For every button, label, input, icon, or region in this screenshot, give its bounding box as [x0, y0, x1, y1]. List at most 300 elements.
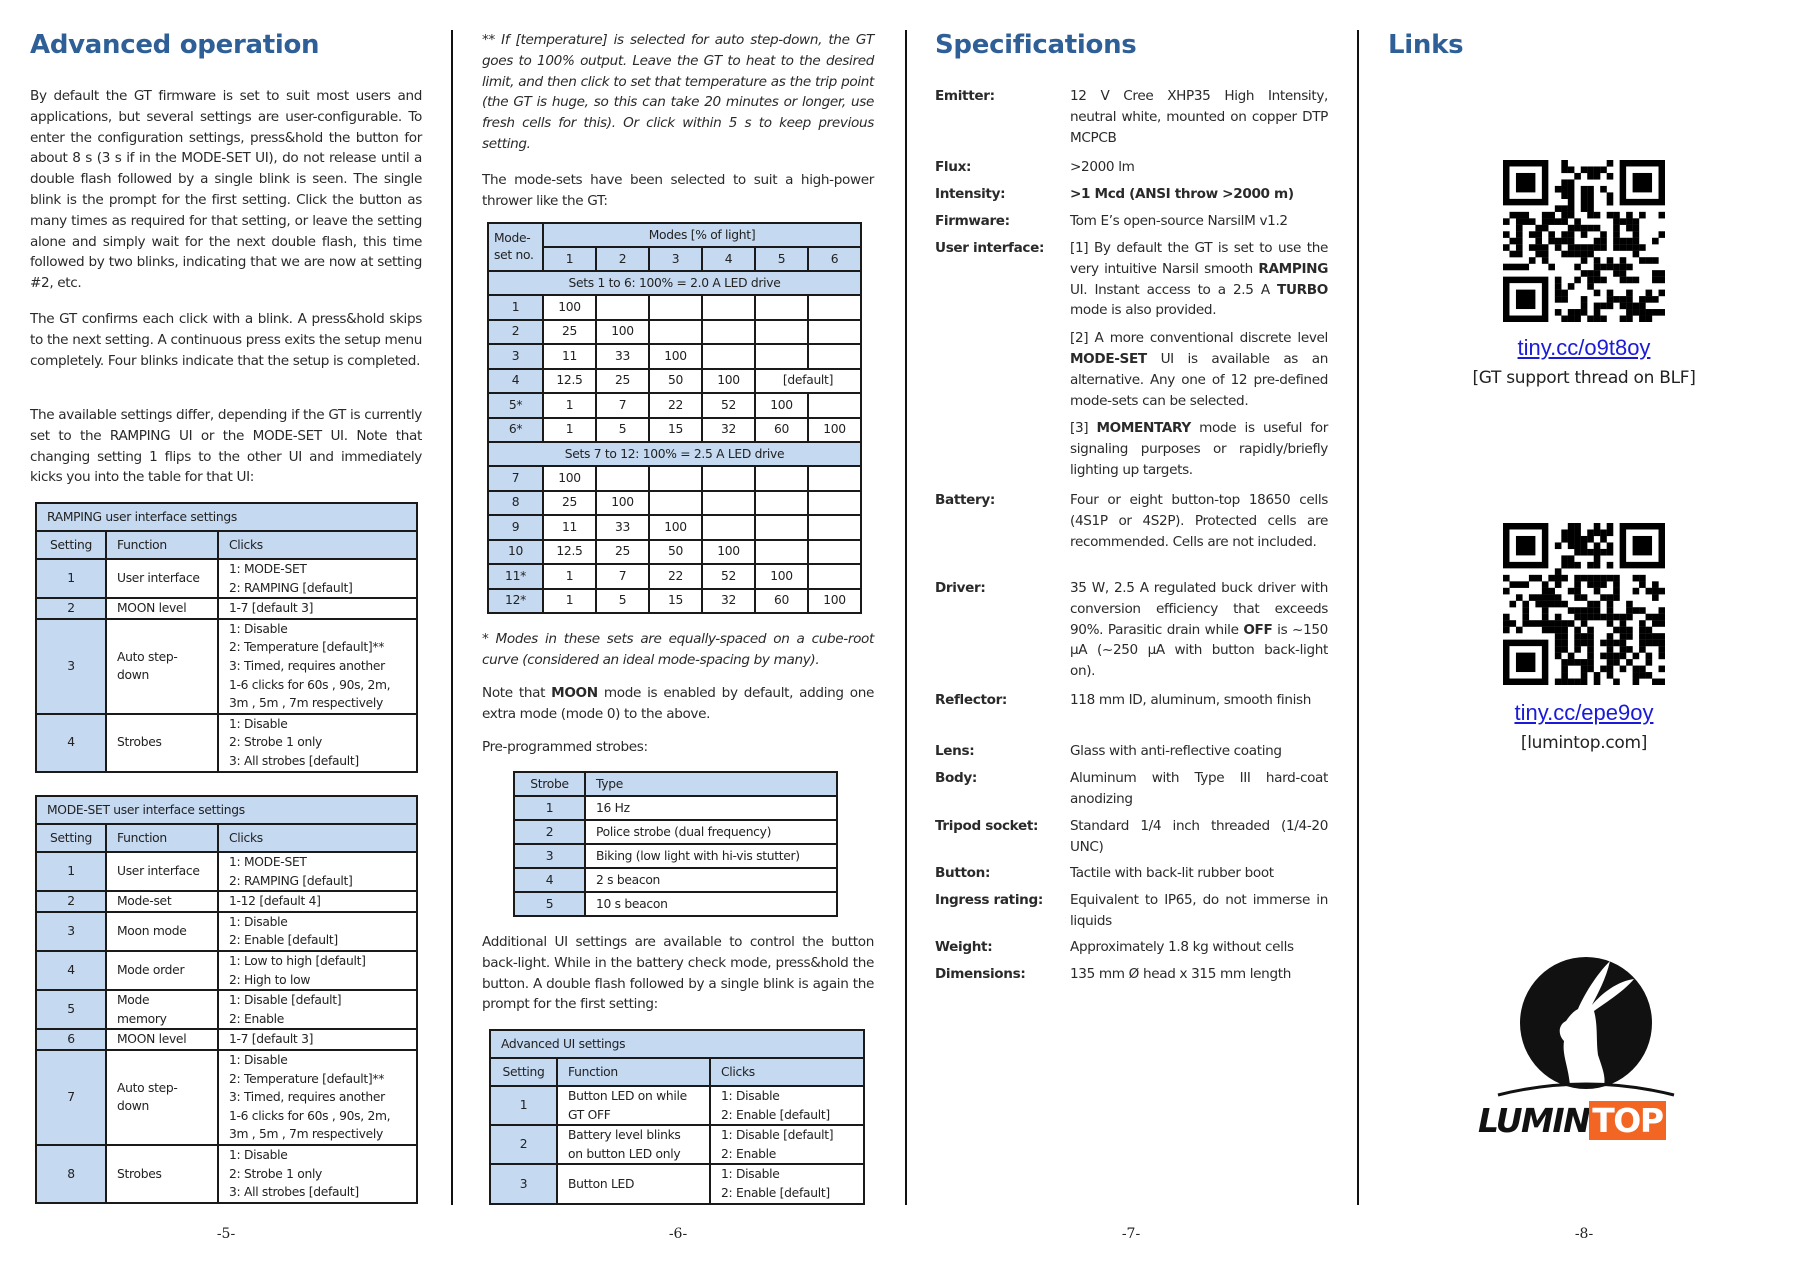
setting-number: 3 — [36, 619, 106, 714]
spec-value — [1070, 86, 1328, 155]
mode-value: 5 — [596, 589, 649, 614]
mode-value — [649, 491, 702, 516]
qr-code-icon[interactable] — [1503, 160, 1665, 322]
table-row — [36, 559, 417, 598]
mode-value — [702, 515, 755, 540]
table-title: MODE-SET user interface settings — [36, 796, 417, 824]
setting-function: Mode-set — [106, 891, 218, 912]
setting-clicks: 1-12 [default 4] — [218, 891, 417, 912]
spec-label: Firmware: — [935, 213, 1010, 229]
mode-value: 1 — [543, 393, 596, 418]
mode-value: 7 — [596, 393, 649, 418]
page-title: Specifications — [935, 30, 1137, 60]
setting-function: Auto step- down — [106, 1050, 218, 1145]
setting-number: 3 — [36, 912, 106, 951]
spec-label: Driver: — [935, 580, 986, 596]
mode-value — [649, 295, 702, 320]
logo-text-orange: TOP — [1589, 1101, 1665, 1140]
mode-column-header: 4 — [702, 247, 755, 271]
text: mode is useful for signaling purposes or rapidly/briefly lighting up targets. — [1070, 420, 1328, 478]
mode-set-number: 7 — [488, 466, 543, 491]
strobe-number: 4 — [514, 868, 585, 892]
mode-set-number: 8 — [488, 491, 543, 516]
setting-number: 2 — [36, 891, 106, 912]
text: UI is available as an alternative. Any one of 12 pre-defined mode-sets can be selected. — [1070, 350, 1328, 409]
logo-text-black: LUMIN — [1478, 1101, 1590, 1140]
mode-value: 12.5 — [543, 369, 596, 394]
page-title: Links — [1388, 30, 1464, 60]
text: [2] A more conventional discrete level — [1070, 330, 1328, 347]
mode-value: 52 — [702, 564, 755, 589]
mode-value: 100 — [702, 369, 755, 394]
setting-clicks: 1: MODE-SET 2: RAMPING [default] — [218, 559, 417, 598]
mode-value: 33 — [596, 344, 649, 369]
column-header: Function — [106, 824, 218, 852]
spec-text: >1 Mcd (ANSI throw >2000 m) — [1070, 186, 1294, 202]
table-row — [490, 1164, 864, 1203]
table-row — [488, 515, 861, 540]
mode-value: 22 — [649, 393, 702, 418]
page-number: -7- — [1121, 1226, 1141, 1242]
table-row — [514, 868, 837, 892]
spec-label: Reflector: — [935, 692, 1008, 708]
text: [1] By default the GT is set to use the very intuitive Narsil smooth — [1070, 240, 1328, 277]
mode-value — [702, 344, 755, 369]
spec-text: Tom E’s open-source NarsilM v1.2 — [1070, 213, 1288, 229]
paragraph: * Modes in these sets are equally-spaced on a cube-root curve (considered an ideal mode-spacing by many). — [482, 631, 874, 668]
setting-function: Battery level blinks on button LED only — [557, 1125, 710, 1164]
setting-clicks: 1: Disable 2: Enable [default] — [218, 912, 417, 951]
setting-clicks: 1-7 [default 3] — [218, 1029, 417, 1050]
mode-value: 100 — [808, 418, 861, 443]
setting-number: 7 — [36, 1050, 106, 1145]
mode-value — [596, 295, 649, 320]
mode-value: 25 — [543, 320, 596, 345]
mode-value — [755, 515, 808, 540]
mode-value — [808, 295, 861, 320]
spec-value — [1070, 211, 1328, 239]
modesets-intro — [482, 170, 874, 212]
mode-column-header: 6 — [808, 247, 861, 271]
link-caption: [GT support thread on BLF] — [1472, 368, 1696, 388]
section-row — [488, 271, 861, 295]
table-row — [488, 466, 861, 491]
spec-value — [1070, 690, 1328, 718]
ui-option-momentary — [1070, 418, 1328, 480]
mode-value: 32 — [702, 418, 755, 443]
mode-value: 100 — [808, 589, 861, 614]
spec-label: Tripod socket: — [935, 818, 1039, 834]
table-row — [490, 1125, 864, 1164]
page-6 — [482, 0, 874, 1273]
mode-value — [808, 515, 861, 540]
column-header: Clicks — [218, 531, 417, 559]
text-bold: TURBO — [1277, 281, 1328, 298]
mode-value: 33 — [596, 515, 649, 540]
setting-number: 2 — [490, 1125, 557, 1164]
spec-text: Approximately 1.8 kg without cells — [1070, 939, 1294, 955]
spec-text: Tactile with back-lit rubber boot — [1070, 865, 1274, 881]
mode-value: 100 — [755, 564, 808, 589]
section-label: Sets 7 to 12: 100% = 2.5 A LED drive — [488, 442, 861, 466]
mode-set-number: 4 — [488, 369, 543, 394]
mode-value — [649, 466, 702, 491]
table-row — [514, 844, 837, 868]
mode-set-number: 6* — [488, 418, 543, 443]
spec-text: Aluminum with Type III hard-coat anodizing — [1070, 770, 1328, 807]
qr-code-icon[interactable] — [1503, 523, 1665, 685]
table-row — [36, 1050, 417, 1145]
mode-value — [649, 320, 702, 345]
text-bold: MOMENTARY — [1096, 420, 1191, 437]
lumintop-link[interactable]: tiny.cc/epe9oy — [1514, 700, 1654, 725]
column-header: Type — [585, 772, 837, 796]
spec-label: Dimensions: — [935, 966, 1026, 982]
spec-label: Lens: — [935, 743, 975, 759]
mode-set-number: 10 — [488, 540, 543, 565]
mode-value: 60 — [755, 589, 808, 614]
temperature-footnote — [482, 30, 874, 155]
page-divider — [451, 30, 453, 1205]
spec-text: Equivalent to IP65, do not immerse in liquids — [1070, 892, 1328, 929]
paragraph: ** If [temperature] is selected for auto step-down, the GT goes to 100% output. Leave the GT to heat to the desired limit, and then click to set that temperature as the trip point (the GT is huge, so this can take 20 minutes or longer, use fresh cells for this). Or click within 5 s to keep previous setting. — [482, 32, 874, 152]
link-caption: [lumintop.com] — [1520, 733, 1648, 753]
setting-number: 3 — [490, 1164, 557, 1203]
table-row — [488, 320, 861, 345]
page-title: Advanced operation — [30, 30, 320, 60]
page-number: -8- — [1574, 1226, 1594, 1242]
mode-value — [755, 320, 808, 345]
mode-value: 100 — [596, 491, 649, 516]
strobe-number: 1 — [514, 796, 585, 820]
strobe-type: Police strobe (dual frequency) — [585, 820, 837, 844]
advanced-settings-table — [489, 1029, 865, 1205]
page-number: -6- — [668, 1226, 688, 1242]
paragraph: The mode-sets have been selected to suit a high-power thrower like the GT: — [482, 172, 874, 209]
mode-value — [808, 540, 861, 565]
support-thread-link[interactable]: tiny.cc/o9t8oy — [1517, 335, 1651, 360]
strobe-type: 16 Hz — [585, 796, 837, 820]
setting-function: Auto step- down — [106, 619, 218, 714]
column-header: Clicks — [710, 1058, 864, 1086]
strobe-type: 2 s beacon — [585, 868, 837, 892]
setting-clicks: 1: MODE-SET 2: RAMPING [default] — [218, 852, 417, 891]
spec-value — [1070, 578, 1328, 689]
page-number: -5- — [216, 1226, 236, 1242]
mode-value: 100 — [649, 344, 702, 369]
text-bold: OFF — [1243, 621, 1273, 638]
ui-option-modeset — [1070, 328, 1328, 411]
setting-clicks: 1: Disable [default] 2: Enable — [710, 1125, 864, 1164]
page-divider — [905, 30, 907, 1205]
mode-value — [755, 344, 808, 369]
spec-value — [1070, 964, 1328, 992]
modes-table — [487, 222, 862, 614]
mode-value — [808, 491, 861, 516]
setting-clicks: 1: Disable 2: Strobe 1 only 3: All strobes [default] — [218, 1145, 417, 1203]
spec-text — [1070, 578, 1328, 682]
mode-value: 50 — [649, 369, 702, 394]
spec-text: >2000 lm — [1070, 159, 1135, 175]
mode-value: 22 — [649, 564, 702, 589]
column-header: Setting — [490, 1058, 557, 1086]
setting-function: Mode order — [106, 951, 218, 990]
section-label: Sets 1 to 6: 100% = 2.0 A LED drive — [488, 271, 861, 295]
mode-value: 100 — [543, 466, 596, 491]
spec-value — [1070, 890, 1328, 939]
table-row — [36, 598, 417, 619]
mode-set-number: 2 — [488, 320, 543, 345]
mode-value: 15 — [649, 589, 702, 614]
table-row — [490, 1086, 864, 1125]
spec-value — [1070, 816, 1328, 865]
text: mode is enabled by default, adding one extra mode (mode 0) to the above. — [482, 685, 874, 722]
strobes-intro — [482, 737, 874, 758]
ui-option-ramping — [1070, 238, 1328, 321]
mode-value — [808, 393, 861, 418]
mode-value — [702, 295, 755, 320]
strobe-type: 10 s beacon — [585, 892, 837, 916]
spec-label: Ingress rating: — [935, 892, 1043, 908]
paragraph: Additional UI settings are available to control the button back-light. While in the battery check mode, press&hold the button. A double flash followed by a single blink is again the prompt for the first setting: — [482, 934, 874, 1013]
table-row — [36, 1145, 417, 1203]
table-row — [488, 369, 861, 394]
setting-clicks: 1: Low to high [default] 2: High to low — [218, 951, 417, 990]
mode-value: 7 — [596, 564, 649, 589]
table-row — [36, 912, 417, 951]
setting-function: Button LED on while GT OFF — [557, 1086, 710, 1125]
text: Note that — [482, 685, 552, 701]
spec-label: Weight: — [935, 939, 993, 955]
mode-value — [755, 466, 808, 491]
text: 35 W, 2.5 A regulated buck driver with conversion efficiency that exceeds 90%. Parasitic drain while — [1070, 580, 1328, 638]
spec-label: Battery: — [935, 492, 995, 508]
setting-clicks: 1: Disable [default] 2: Enable — [218, 990, 417, 1029]
table-row — [488, 540, 861, 565]
lumintop-logo — [1478, 945, 1690, 1145]
mode-value: 11 — [543, 344, 596, 369]
spec-text: 135 mm Ø head x 315 mm length — [1070, 966, 1291, 982]
setting-function: Mode memory — [106, 990, 218, 1029]
page-divider — [1357, 30, 1359, 1205]
mode-value: 12.5 — [543, 540, 596, 565]
table-row — [488, 295, 861, 320]
mode-value: 25 — [596, 540, 649, 565]
spec-label: Flux: — [935, 159, 972, 175]
table-row — [36, 619, 417, 714]
mode-value: 52 — [702, 393, 755, 418]
mode-value — [755, 491, 808, 516]
confirm-text — [30, 309, 422, 371]
paragraph: By default the GT firmware is set to suit most users and applications, but several settings are user-configurable. To enter the configuration settings, press&hold the button for about 8 s (3 s if in the MODE-SET UI), do not release until a double flash followed by a single blink is seen. The single blink is the prompt for the first setting. Click the button as many times as required for that setting, or leave the setting alone and simply wait for the next double flash, this time followed by two blinks, indicating that we are now at setting #2, etc. — [30, 88, 422, 292]
text: UI. Instant access to a 2.5 A — [1070, 281, 1278, 298]
column-header: Strobe — [514, 772, 585, 796]
ramping-settings-table — [35, 502, 418, 773]
column-header: Function — [106, 531, 218, 559]
mode-value: 100 — [649, 515, 702, 540]
column-header: Function — [557, 1058, 710, 1086]
mode-value — [808, 564, 861, 589]
spec-text: Standard 1/4 inch threaded (1/4-20 UNC) — [1070, 818, 1328, 855]
mode-value — [702, 320, 755, 345]
spec-value — [1070, 768, 1328, 817]
text: mode is also provided. — [1070, 302, 1217, 319]
rabbit-moon-logo — [1478, 945, 1690, 1100]
setting-clicks: 1: Disable 2: Strobe 1 only 3: All strobes [default] — [218, 714, 417, 772]
strobe-number: 5 — [514, 892, 585, 916]
mode-value: 5 — [596, 418, 649, 443]
setting-clicks: 1-7 [default 3] — [218, 598, 417, 619]
setting-function: Strobes — [106, 714, 218, 772]
text-bold: RAMPING — [1258, 260, 1328, 277]
setting-number: 1 — [36, 559, 106, 598]
mode-value: 11 — [543, 515, 596, 540]
spec-value — [1070, 238, 1328, 488]
setting-clicks: 1: Disable 2: Temperature [default]** 3: Timed, requires another 1-6 clicks for 60s , 90s, 2m, 3m , 5m , 7m respectively — [218, 619, 417, 714]
table-row — [488, 344, 861, 369]
setting-function: MOON level — [106, 1029, 218, 1050]
mode-set-number: 11* — [488, 564, 543, 589]
group-header: Modes [% of light] — [543, 223, 861, 247]
mode-column-header: 5 — [755, 247, 808, 271]
page-8 — [1388, 0, 1780, 1273]
setting-number: 8 — [36, 1145, 106, 1203]
table-row — [488, 393, 861, 418]
mode-value — [755, 295, 808, 320]
column-header: Setting — [36, 824, 106, 852]
setting-number: 1 — [36, 852, 106, 891]
table-row — [36, 990, 417, 1029]
mode-value: 100 — [543, 295, 596, 320]
spec-value — [1070, 863, 1328, 891]
corner-header: Mode- set no. — [488, 223, 543, 271]
table-row — [514, 820, 837, 844]
mode-value: 1 — [543, 589, 596, 614]
mode-value: 1 — [543, 564, 596, 589]
spec-value — [1070, 490, 1328, 559]
table-row — [514, 796, 837, 820]
setting-function: MOON level — [106, 598, 218, 619]
settings-differ-text — [30, 405, 422, 488]
mode-value — [702, 466, 755, 491]
spec-text: Four or eight button-top 18650 cells (4S1P or 4S2P). Protected cells are recommended. Cells are not included. — [1070, 492, 1328, 550]
setting-function: User interface — [106, 852, 218, 891]
setting-function: Strobes — [106, 1145, 218, 1203]
mode-value — [702, 491, 755, 516]
text-bold: MOON — [551, 685, 598, 701]
spec-text: Glass with anti-reflective coating — [1070, 743, 1282, 759]
setting-number: 2 — [36, 598, 106, 619]
paragraph — [482, 683, 874, 725]
table-row — [36, 1029, 417, 1050]
spec-label: Intensity: — [935, 186, 1006, 202]
mode-set-number: 5* — [488, 393, 543, 418]
setting-function: User interface — [106, 559, 218, 598]
mode-set-number: 1 — [488, 295, 543, 320]
text: [3] — [1070, 420, 1097, 437]
setting-number: 5 — [36, 990, 106, 1029]
paragraph: Pre-programmed strobes: — [482, 739, 648, 755]
table-row — [488, 564, 861, 589]
table-row — [36, 891, 417, 912]
logo-wordmark — [1478, 1101, 1690, 1141]
table-row — [36, 951, 417, 990]
table-row — [488, 589, 861, 614]
spec-value — [1070, 937, 1328, 965]
setting-number: 6 — [36, 1029, 106, 1050]
strobe-table — [513, 771, 838, 917]
column-header: Clicks — [218, 824, 417, 852]
setting-clicks: 1: Disable 2: Temperature [default]** 3: Timed, requires another 1-6 clicks for 60s , 90s, 2m, 3m , 5m , 7m respectively — [218, 1050, 417, 1145]
column-header: Setting — [36, 531, 106, 559]
setting-clicks: 1: Disable 2: Enable [default] — [710, 1086, 864, 1125]
text: is ~150 µA (~250 µA with button back-light on). — [1070, 621, 1328, 680]
setting-function: Moon mode — [106, 912, 218, 951]
spec-text: 12 V Cree XHP35 High Intensity, neutral white, mounted on copper DTP MCPCB — [1070, 88, 1328, 146]
strobe-number: 2 — [514, 820, 585, 844]
mode-column-header: 1 — [543, 247, 596, 271]
default-note: [default] — [755, 369, 861, 394]
spec-label: Emitter: — [935, 88, 995, 104]
table-row — [36, 852, 417, 891]
page-7 — [935, 0, 1327, 1273]
text-bold: MODE-SET — [1070, 350, 1147, 367]
table-title: Advanced UI settings — [490, 1030, 864, 1058]
mode-set-number: 9 — [488, 515, 543, 540]
modeset-settings-table — [35, 795, 418, 1204]
mode-value: 25 — [543, 491, 596, 516]
mode-value: 15 — [649, 418, 702, 443]
table-row — [36, 714, 417, 772]
setting-number: 4 — [36, 951, 106, 990]
cube-root-note — [482, 629, 874, 671]
page-5 — [30, 0, 422, 1273]
table-row — [488, 418, 861, 443]
spec-label: Body: — [935, 770, 977, 786]
setting-number: 1 — [490, 1086, 557, 1125]
mode-value: 25 — [596, 369, 649, 394]
spec-text: 118 mm ID, aluminum, smooth finish — [1070, 692, 1312, 708]
spec-value — [1070, 184, 1328, 212]
spec-label: Button: — [935, 865, 991, 881]
mode-value: 32 — [702, 589, 755, 614]
mode-column-header: 2 — [596, 247, 649, 271]
mode-value: 100 — [596, 320, 649, 345]
mode-set-number: 12* — [488, 589, 543, 614]
strobe-number: 3 — [514, 844, 585, 868]
paragraph: The available settings differ, depending if the GT is currently set to the RAMPING UI or the MODE-SET UI. Note that changing setting 1 flips to the other UI and immediately kicks you into the table for that UI: — [30, 407, 422, 486]
strobe-type: Biking (low light with hi-vis stutter) — [585, 844, 837, 868]
table-row — [514, 892, 837, 916]
mode-value — [808, 466, 861, 491]
mode-value: 1 — [543, 418, 596, 443]
mode-value: 50 — [649, 540, 702, 565]
moon-note — [482, 683, 874, 725]
spec-label: User interface: — [935, 240, 1045, 256]
spec-value — [1070, 157, 1328, 185]
mode-value — [808, 320, 861, 345]
mode-value: 60 — [755, 418, 808, 443]
mode-value — [808, 344, 861, 369]
paragraph: The GT confirms each click with a blink. A press&hold skips to the next setting. A continuous press exits the setup menu completely. Four blinks indicate that the setup is completed. — [30, 311, 422, 369]
table-row — [488, 491, 861, 516]
mode-value — [596, 466, 649, 491]
intro-text — [30, 86, 422, 294]
mode-set-number: 3 — [488, 344, 543, 369]
mode-value — [755, 540, 808, 565]
spec-value — [1070, 741, 1328, 769]
setting-number: 4 — [36, 714, 106, 772]
